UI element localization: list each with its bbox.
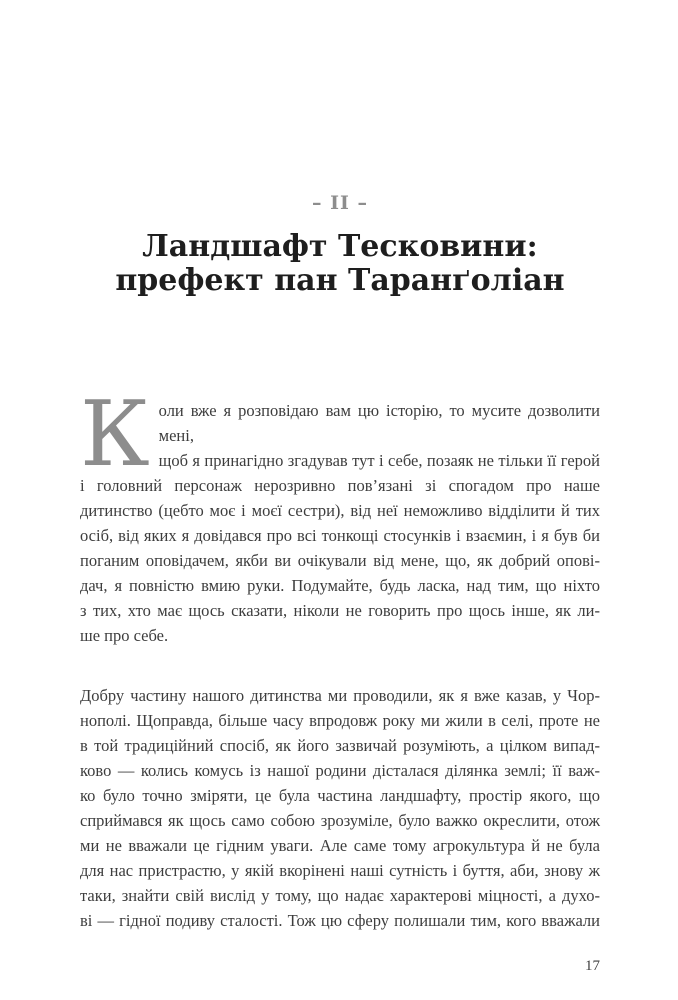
text-line: сприймався як щось само собою зрозуміле, було важко окреслити, отож — [80, 811, 600, 830]
body-paragraph-2 — [80, 683, 600, 933]
chapter-number-marker: – II – — [311, 192, 368, 214]
text-line: Добру частину нашого дитинства ми проводили, як я вже казав, у Чор- — [80, 686, 600, 705]
text-line: і головний персонаж нерозривно пов’язані зі спогадом про наше — [80, 476, 600, 495]
text-line: для нас пристрастю, у якій вкорінені наші сутність і буття, аби, знову ж — [80, 861, 600, 880]
text-line: ково — колись комусь із нашої родини дісталася ділянка землі; її важ- — [80, 761, 600, 780]
text-line: ві — гідної подиву сталості. Тож цю сферу полишали тим, кого вважали — [80, 911, 600, 930]
chapter-title-line-1: Ландшафт Тесковини: — [142, 229, 538, 264]
text-line: дитинство (цебто моє і моєї сестри), від неї неможливо відділити й тих — [80, 501, 600, 520]
text-line: дач, я повністю вмию руки. Подумайте, будь ласка, над тим, що ніхто — [80, 576, 600, 595]
text-line: ми не вважали це гідним уваги. Але саме тому агрокультура й не була — [80, 836, 600, 855]
text-line: таки, знайти свій вислід у тому, що надає характерові міцності, а духо- — [80, 886, 600, 905]
page-number: 17 — [585, 958, 600, 974]
chapter-title — [80, 230, 600, 298]
text-line: щоб я принагідно згадував тут і себе, позаяк не тільки її герой — [158, 451, 600, 470]
text-line: ше про себе. — [80, 626, 169, 645]
text-line: з тих, хто має щось сказати, ніколи не говорить про щось інше, як ли- — [80, 601, 600, 620]
text-line: осіб, від яких я довідався про всі тонкощі стосунків і взаємин, і я був би — [80, 526, 600, 545]
text-column — [80, 0, 600, 976]
body-paragraph-1 — [80, 382, 600, 648]
text-line: нополі. Щоправда, більше часу впродовж року ми жили в селі, проте не — [80, 711, 600, 730]
text-line: оли вже я розповідаю вам цю історію, то мусите дозволити мені, — [158, 401, 600, 445]
text-line: поганим оповідачем, якби ви очікували від мене, що, як добрий опові- — [80, 551, 600, 570]
text-line: ко було точно зміряти, це була частина ландшафту, простір якого, що — [80, 786, 600, 805]
text-line: в той традиційний спосіб, як його зазвичай розуміють, а цілком випад- — [80, 736, 600, 755]
drop-cap-letter: К — [80, 382, 150, 487]
chapter-title-line-2: префект пан Таранґоліан — [115, 263, 565, 298]
